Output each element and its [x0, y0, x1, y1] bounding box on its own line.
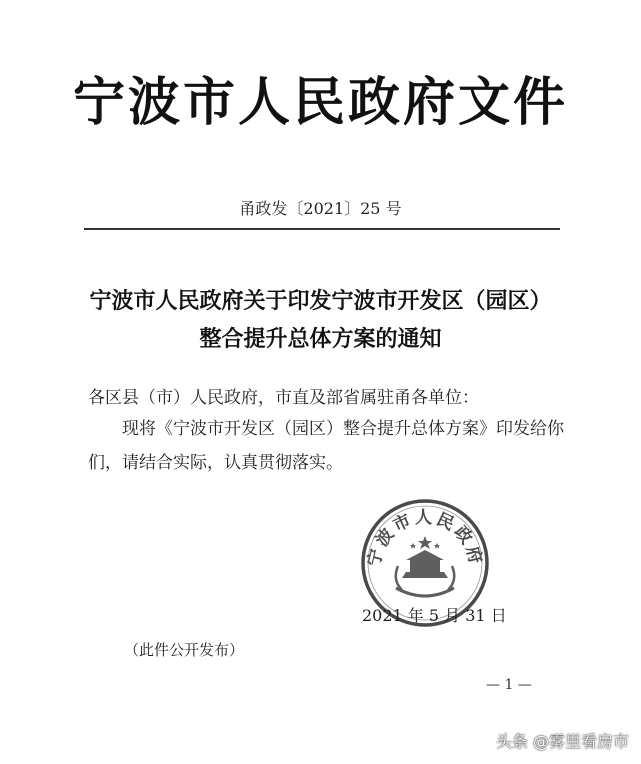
- title-line-2: 整合提升总体方案的通知: [199, 326, 442, 352]
- seal-emblem-icon: [396, 536, 455, 596]
- body-paragraph: [88, 412, 566, 480]
- title-line-1: 宁波市人民政府关于印发宁波市开发区（园区）: [89, 288, 552, 314]
- page-number: — 1 —: [486, 677, 532, 693]
- body-line-1: 现将《宁波市开发区（园区）整合提升总体方案》印发给你: [122, 419, 564, 439]
- header-divider: [84, 228, 560, 230]
- issuer-header: 宁波市人民政府文件: [72, 72, 568, 133]
- document-title: [0, 282, 641, 358]
- publish-note: （此件公开发布）: [124, 641, 245, 659]
- source-watermark: 头条 @雾里看房市: [495, 732, 629, 751]
- seal-arc-text: 宁波市人民政府: [364, 508, 486, 569]
- recipients-line: 各区县（市）人民政府，市直及部省属驻甬各单位：: [88, 388, 479, 408]
- issue-date: 2021 年 5 月 31 日: [362, 606, 507, 625]
- document-number: 甬政发〔2021〕25 号: [239, 199, 402, 218]
- body-line-2: 们，请结合实际，认真贯彻落实。: [88, 453, 343, 473]
